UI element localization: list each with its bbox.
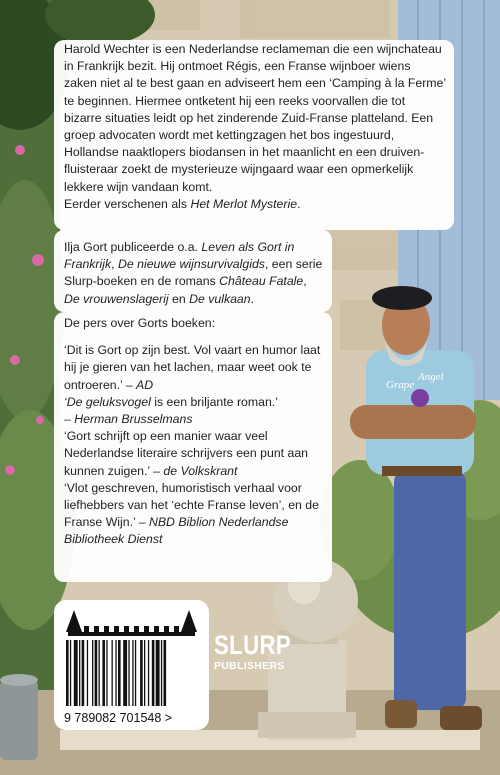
book-title: Château Fatale [219, 274, 304, 289]
quote-source: NBD Biblion Nederlandse Bibliotheek Dienst [64, 515, 289, 547]
press-quote-ad [64, 342, 324, 394]
barcode-bar [106, 640, 107, 706]
book-title: De vrouwenslagerij [64, 291, 169, 306]
castle-logo [66, 610, 197, 636]
barcode-bar [74, 640, 78, 706]
barcode-bar [123, 640, 127, 706]
quote-text: is een briljante roman.’ [150, 394, 278, 409]
quote-book-title: ‘De geluksvogel [64, 394, 151, 409]
author-panel [54, 230, 332, 312]
earlier-title: Het Merlot Mysterie [190, 196, 298, 211]
barcode-bar [95, 640, 98, 706]
author-bio-text: , [111, 257, 118, 272]
quote-source: AD [136, 377, 154, 392]
barcode-bar [135, 640, 136, 706]
press-quote-brusselmans [64, 394, 324, 428]
watering-can [0, 674, 38, 760]
shirt-text-angel: Angel [418, 371, 444, 383]
barcode-bar [156, 640, 160, 706]
earlier-suffix: . [297, 196, 301, 211]
barcode-bar [132, 640, 133, 706]
isbn-number: 9 789082 701548 > [64, 711, 173, 725]
barcode-bar [152, 640, 155, 706]
barcode-bar [161, 640, 162, 706]
barcode-bar [92, 640, 93, 706]
barcode-bar [99, 640, 100, 706]
author-bio-text: . [250, 291, 255, 306]
barcode-bar [118, 640, 121, 706]
barcode-bar [148, 640, 149, 706]
barcode-bar [164, 640, 167, 706]
author-bio-text: Ilja Gort publiceerde o.a. [64, 240, 202, 254]
barcode-bar [115, 640, 116, 706]
barcode-box [54, 600, 209, 730]
barcode-bar [102, 640, 105, 706]
barcode-bar [82, 640, 85, 706]
press-quote-nbd [64, 480, 324, 549]
barcode-bar [87, 640, 88, 706]
quote-text: ‘Vlot geschreven, humoristisch verhaal voor liefhebbers van het ‘echte Franse leven’, en de Franse Wijn.’ – [64, 480, 319, 530]
press-panel [54, 312, 332, 582]
barcode-bar [66, 640, 69, 706]
book-title: De nieuwe wijnsurvivalgids [117, 257, 265, 272]
author-bio-text: en [168, 291, 190, 306]
synopsis-body: Harold Wechter is een Nederlandse reclameman die een wijnchateau in Frankrijk bezit. Hij ontmoet Régis, een Franse wijnboer wiens zaken niet al te best gaan en adviseert hem een ‘Camping à la Ferme’ te beginnen. Hiermee ontketent hij een reeks voorvallen die tot bizarre situaties leidt op het zinderende Zuid-Franse platteland. Een groep advocaten wordt met kettingzagen het bos ingestuurd, Hollandse naaktlopers biodansen in het maanlicht en een druivenfluisteraar zoekt de mysterieuze wijngaard waar een opmerkelijk lekkere wijn vandaan komt. [64, 42, 446, 194]
book-title: De vulkaan [189, 291, 251, 306]
publisher-logo [214, 632, 308, 672]
author-bio-text: , een serie Slurp-boeken en de romans [64, 257, 323, 289]
barcode-bar [128, 640, 129, 706]
publisher-name: SLURP [214, 630, 292, 660]
publisher-sub: PUBLISHERS [214, 660, 285, 672]
author-bio [64, 239, 324, 308]
earlier-prefix: Eerder verschenen als [64, 196, 191, 211]
author-bio-text: , [303, 274, 307, 289]
press-heading: De pers over Gorts boeken: [64, 316, 216, 330]
press-quote-volkskrant [64, 428, 324, 480]
barcode-bar [79, 640, 80, 706]
synopsis-text [64, 40, 446, 213]
barcode [54, 600, 209, 730]
quote-text: ‘Dit is Gort op zijn best. Vol vaart en humor laat hij je gieren van het lachen, maar weet ook te ontroeren.’ – [64, 343, 321, 392]
quote-text: ‘Gort schrijft op een manier waar veel Nederlandse literaire schrijvers een punt aan kunnen zuigen.’ – [64, 429, 309, 478]
quote-source: de Volkskrant [163, 463, 238, 478]
book-title: Leven als Gort in Frankrijk [64, 240, 295, 272]
shirt-text-grape: Grape [386, 379, 415, 391]
barcode-bar [70, 640, 71, 706]
synopsis-panel [54, 40, 454, 230]
barcode-bar [140, 640, 143, 706]
barcode-bars [66, 640, 166, 706]
barcode-bar [112, 640, 113, 706]
barcode-bar [144, 640, 145, 706]
quote-source: – Herman Brusselmans [64, 412, 193, 427]
